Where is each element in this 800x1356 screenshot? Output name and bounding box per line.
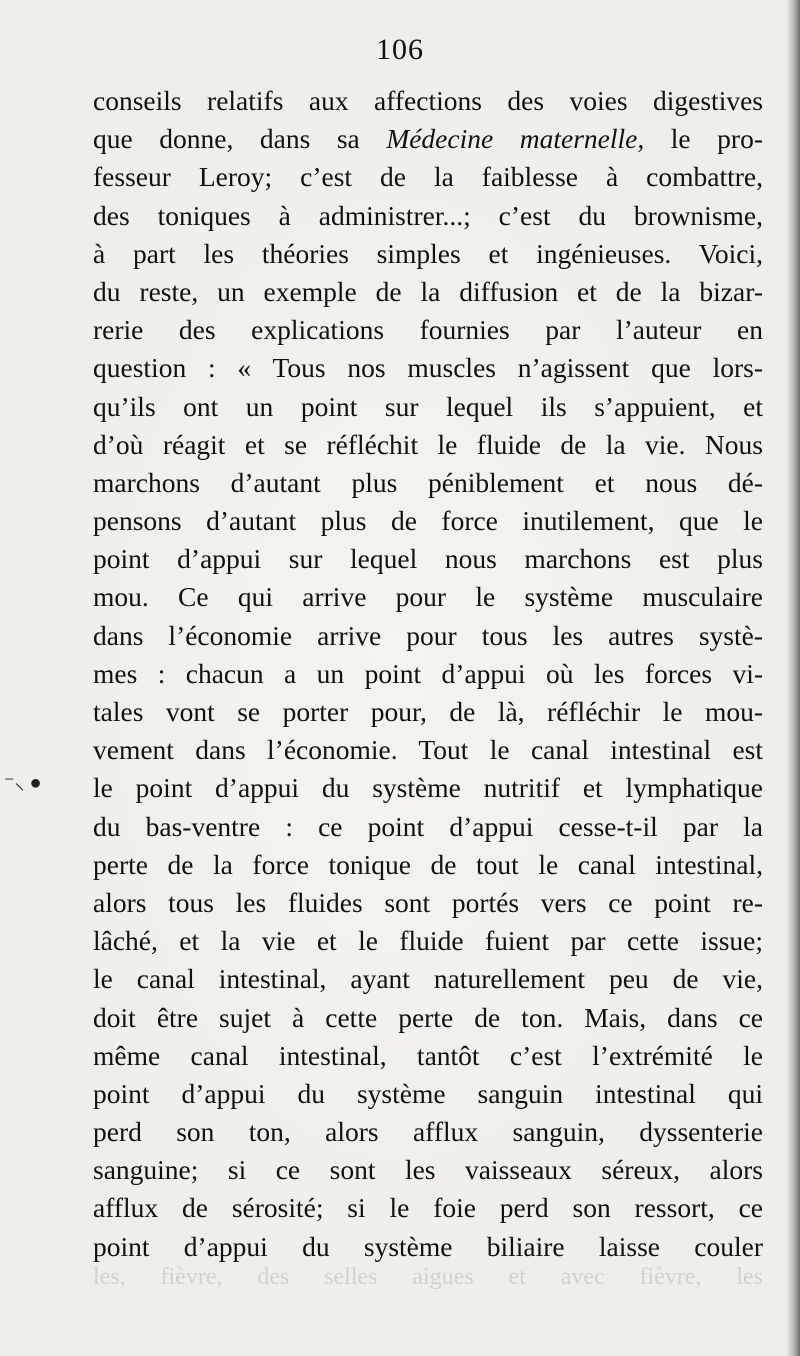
text-line: afflux de sérosité; si le foie perd son ressort, ce (93, 1192, 763, 1224)
bleed-through-text: les, fièvre, des selles aigues et avec fièvre, les (93, 1264, 763, 1290)
text-line: point d’appui du système sanguin intestinal qui (93, 1077, 763, 1109)
text-line: lâché, et la vie et le fluide fuient par cette issue; (93, 925, 763, 957)
text-line: le point d’appui du système nutritif et lymphatique (93, 772, 763, 804)
text-line: qu’ils ont un point sur lequel ils s’appuient, et (93, 390, 763, 422)
book-title-italic: Médecine maternelle, (386, 123, 645, 155)
text-line: d’où réagit et se réfléchit le fluide de la vie. Nous (93, 428, 763, 460)
text-line: même canal intestinal, tantôt c’est l’extrémité le (93, 1039, 763, 1071)
page-number: 106 (376, 33, 424, 66)
text-line: rerie des explications fournies par l’auteur en (93, 314, 763, 346)
text-line: perd son ton, alors afflux sanguin, dyssenterie (93, 1116, 763, 1148)
text-line: alors tous les fluides sont portés vers ce point re- (93, 886, 763, 918)
ink-blot-mark: ⁻⸜ ● (4, 772, 42, 794)
text-line: dans l’économie arrive pour tous les autres systè- (93, 619, 763, 651)
text-line: mou. Ce qui arrive pour le système musculaire (93, 581, 763, 613)
text-line (93, 120, 763, 158)
text-line: question : « Tous nos muscles n’agissent que lors- (93, 352, 763, 384)
text-line: point d’appui du système biliaire laisse couler (93, 1230, 763, 1262)
text-line: le canal intestinal, ayant naturellement peu de vie, (93, 963, 763, 995)
text-segment: le pro- (644, 123, 763, 155)
text-line: doit être sujet à cette perte de ton. Mais, dans ce (93, 1001, 763, 1033)
text-segment: que donne, dans sa (93, 123, 387, 155)
text-line: sanguine; si ce sont les vaisseaux séreux, alors (93, 1154, 763, 1186)
text-line: à part les théories simples et ingénieuses. Voici, (93, 237, 763, 269)
text-line: point d’appui sur lequel nous marchons est plus (93, 543, 763, 575)
text-line: du reste, un exemple de la diffusion et de la bizar- (93, 275, 763, 307)
text-line: conseils relatifs aux affections des voies digestives (93, 85, 763, 116)
text-line: vement dans l’économie. Tout le canal intestinal est (93, 734, 763, 766)
page-edge-shadow (786, 0, 800, 1356)
text-line: marchons d’autant plus péniblement et nous dé- (93, 466, 763, 498)
text-line: des toniques à administrer...; c’est du brownisme, (93, 199, 763, 231)
text-line: fesseur Leroy; c’est de la faiblesse à combattre, (93, 161, 763, 193)
text-line: mes : chacun a un point d’appui où les forces vi- (93, 657, 763, 689)
text-line: du bas-ventre : ce point d’appui cesse-t-il par la (93, 810, 763, 842)
body-text (93, 82, 763, 1266)
text-line: perte de la force tonique de tout le canal intestinal, (93, 848, 763, 880)
text-line: pensons d’autant plus de force inutilement, que le (93, 505, 763, 537)
text-line: tales vont se porter pour, de là, réfléchir le mou- (93, 696, 763, 727)
